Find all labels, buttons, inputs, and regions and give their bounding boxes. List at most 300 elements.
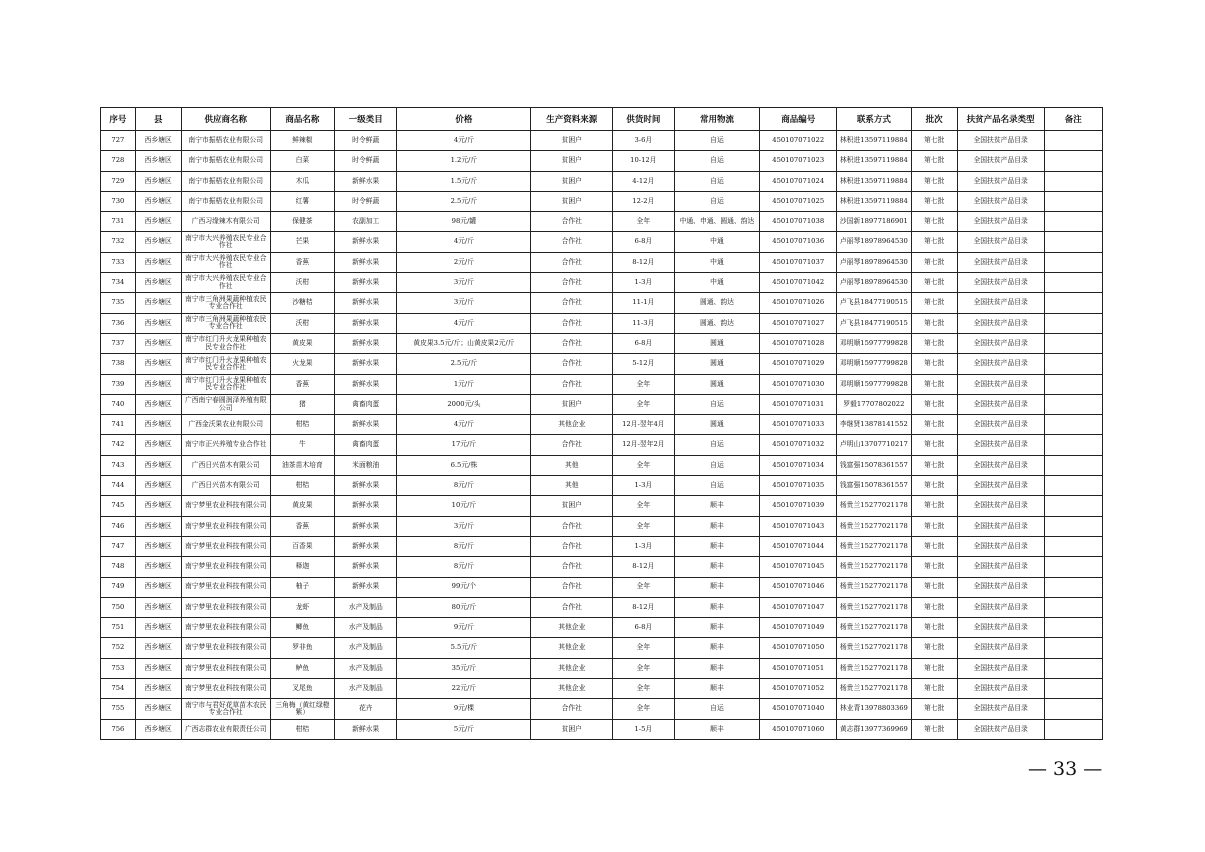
- cell-product-code: 450107071044: [760, 536, 837, 556]
- cell-notes: [1044, 171, 1102, 191]
- cell-category: 水产及制品: [335, 618, 397, 638]
- cell-index: 751: [101, 618, 136, 638]
- cell-supplier: 南宁梦里农业科技有限公司: [181, 496, 270, 516]
- cell-notes: [1044, 191, 1102, 211]
- cell-price: 1元/斤: [397, 374, 531, 394]
- cell-supplier: 南宁梦里农业科技有限公司: [181, 638, 270, 658]
- table-row: [101, 293, 1103, 313]
- cell-category: 新鲜水果: [335, 536, 397, 556]
- cell-batch: 第七批: [911, 333, 957, 353]
- cell-county: 西乡塘区: [135, 415, 181, 435]
- cell-index: 727: [101, 131, 136, 151]
- cell-batch: 第七批: [911, 313, 957, 333]
- cell-price: 5.5元/斤: [397, 638, 531, 658]
- cell-notes: [1044, 232, 1102, 252]
- cell-catalog-type: 全国扶贫产品目录: [957, 455, 1044, 475]
- cell-catalog-type: 全国扶贫产品目录: [957, 252, 1044, 272]
- cell-product: 柚子: [270, 577, 334, 597]
- cell-price: 8元/斤: [397, 476, 531, 496]
- cell-price: 35元/斤: [397, 658, 531, 678]
- cell-supply-time: 8-12月: [613, 557, 674, 577]
- header-product-code: 商品编号: [760, 108, 837, 131]
- cell-logistics: 顺丰: [674, 597, 760, 617]
- cell-county: 西乡塘区: [135, 476, 181, 496]
- cell-notes: [1044, 212, 1102, 232]
- cell-county: 西乡塘区: [135, 496, 181, 516]
- cell-category: 新鲜水果: [335, 516, 397, 536]
- cell-batch: 第七批: [911, 679, 957, 699]
- table-row: [101, 415, 1103, 435]
- cell-product: 龙虾: [270, 597, 334, 617]
- cell-logistics: 顺丰: [674, 679, 760, 699]
- cell-product: 黄皮果: [270, 496, 334, 516]
- cell-category: 禽畜肉蛋: [335, 435, 397, 455]
- cell-logistics: 自运: [674, 191, 760, 211]
- cell-notes: [1044, 496, 1102, 516]
- table-row: [101, 191, 1103, 211]
- cell-category: 花卉: [335, 699, 397, 719]
- cell-county: 西乡塘区: [135, 151, 181, 171]
- cell-batch: 第七批: [911, 455, 957, 475]
- cell-logistics: 圆通: [674, 374, 760, 394]
- cell-category: 新鲜水果: [335, 415, 397, 435]
- cell-category: 农副加工: [335, 212, 397, 232]
- table-row: [101, 252, 1103, 272]
- cell-notes: [1044, 151, 1102, 171]
- cell-source: 合作社: [531, 536, 613, 556]
- cell-contact: 杨贵兰15277021178: [837, 658, 912, 678]
- cell-contact: 卢明山13707710217: [837, 435, 912, 455]
- cell-catalog-type: 全国扶贫产品目录: [957, 415, 1044, 435]
- cell-product: 沙糖桔: [270, 293, 334, 313]
- cell-product-code: 450107071022: [760, 131, 837, 151]
- cell-county: 西乡塘区: [135, 618, 181, 638]
- cell-product-code: 450107071046: [760, 577, 837, 597]
- header-supplier: 供应商名称: [181, 108, 270, 131]
- cell-source: 贫困户: [531, 171, 613, 191]
- cell-product: 鲈鱼: [270, 658, 334, 678]
- cell-county: 西乡塘区: [135, 658, 181, 678]
- cell-batch: 第七批: [911, 394, 957, 414]
- cell-logistics: 自运: [674, 455, 760, 475]
- cell-supply-time: 11-3月: [613, 313, 674, 333]
- cell-catalog-type: 全国扶贫产品目录: [957, 476, 1044, 496]
- table-row: [101, 333, 1103, 353]
- cell-county: 西乡塘区: [135, 516, 181, 536]
- cell-product: 红薯: [270, 191, 334, 211]
- cell-price: 6.5元/株: [397, 455, 531, 475]
- cell-logistics: 自运: [674, 171, 760, 191]
- cell-category: 新鲜水果: [335, 333, 397, 353]
- cell-notes: [1044, 435, 1102, 455]
- cell-category: 新鲜水果: [335, 293, 397, 313]
- cell-source: 其他企业: [531, 638, 613, 658]
- cell-contact: 邓明顺15977799828: [837, 354, 912, 374]
- cell-source: 贫困户: [531, 394, 613, 414]
- cell-county: 西乡塘区: [135, 597, 181, 617]
- cell-price: 10元/斤: [397, 496, 531, 516]
- cell-notes: [1044, 293, 1102, 313]
- cell-county: 西乡塘区: [135, 212, 181, 232]
- cell-price: 2.5元/斤: [397, 354, 531, 374]
- cell-supply-time: 全年: [613, 394, 674, 414]
- cell-product: 释迦: [270, 557, 334, 577]
- cell-source: 合作社: [531, 252, 613, 272]
- cell-county: 西乡塘区: [135, 191, 181, 211]
- cell-contact: 卢飞县18477190515: [837, 293, 912, 313]
- cell-product-code: 450107071024: [760, 171, 837, 191]
- cell-supply-time: 全年: [613, 496, 674, 516]
- cell-notes: [1044, 455, 1102, 475]
- table-row: [101, 435, 1103, 455]
- cell-price: 80元/斤: [397, 597, 531, 617]
- cell-supplier: 南宁梦里农业科技有限公司: [181, 577, 270, 597]
- cell-price: 1.5元/斤: [397, 171, 531, 191]
- cell-product: 柑桔: [270, 476, 334, 496]
- cell-contact: 杨贵兰15277021178: [837, 536, 912, 556]
- cell-contact: 杨贵兰15277021178: [837, 577, 912, 597]
- cell-contact: 杨贵兰15277021178: [837, 679, 912, 699]
- cell-county: 西乡塘区: [135, 374, 181, 394]
- cell-product-code: 450107071037: [760, 252, 837, 272]
- cell-product: 三角梅（黄红绿橙紫）: [270, 699, 334, 719]
- cell-catalog-type: 全国扶贫产品目录: [957, 313, 1044, 333]
- cell-category: 新鲜水果: [335, 313, 397, 333]
- cell-supplier: 南宁市正兴养殖专业合作社: [181, 435, 270, 455]
- cell-notes: [1044, 699, 1102, 719]
- cell-logistics: 自运: [674, 131, 760, 151]
- cell-catalog-type: 全国扶贫产品目录: [957, 557, 1044, 577]
- cell-category: 新鲜水果: [335, 577, 397, 597]
- cell-source: 其他企业: [531, 415, 613, 435]
- cell-supply-time: 5-12月: [613, 354, 674, 374]
- cell-product-code: 450107071023: [760, 151, 837, 171]
- cell-index: 734: [101, 273, 136, 293]
- header-catalog-type: 扶贫产品名录类型: [957, 108, 1044, 131]
- cell-catalog-type: 全国扶贫产品目录: [957, 232, 1044, 252]
- cell-notes: [1044, 516, 1102, 536]
- cell-notes: [1044, 374, 1102, 394]
- cell-county: 西乡塘区: [135, 719, 181, 739]
- cell-supply-time: 1-3月: [613, 536, 674, 556]
- cell-catalog-type: 全国扶贫产品目录: [957, 131, 1044, 151]
- cell-contact: 钱富强15078361557: [837, 455, 912, 475]
- cell-product: 叉尾鱼: [270, 679, 334, 699]
- cell-price: 22元/斤: [397, 679, 531, 699]
- cell-notes: [1044, 536, 1102, 556]
- header-source: 生产资料来源: [531, 108, 613, 131]
- table-row: [101, 151, 1103, 171]
- cell-source: 其他企业: [531, 618, 613, 638]
- cell-source: 贫困户: [531, 151, 613, 171]
- cell-county: 西乡塘区: [135, 699, 181, 719]
- cell-product: 鲜辣椒: [270, 131, 334, 151]
- cell-notes: [1044, 131, 1102, 151]
- cell-notes: [1044, 638, 1102, 658]
- cell-index: 738: [101, 354, 136, 374]
- cell-contact: 卢飞县18477190515: [837, 313, 912, 333]
- cell-supplier: 南宁梦里农业科技有限公司: [181, 557, 270, 577]
- cell-price: 2.5元/斤: [397, 191, 531, 211]
- cell-index: 750: [101, 597, 136, 617]
- cell-county: 西乡塘区: [135, 536, 181, 556]
- cell-notes: [1044, 679, 1102, 699]
- cell-supply-time: 全年: [613, 679, 674, 699]
- cell-price: 4元/斤: [397, 313, 531, 333]
- cell-category: 时令鲜蔬: [335, 191, 397, 211]
- cell-batch: 第七批: [911, 151, 957, 171]
- cell-notes: [1044, 394, 1102, 414]
- cell-county: 西乡塘区: [135, 394, 181, 414]
- cell-batch: 第七批: [911, 496, 957, 516]
- cell-supplier: 南宁梦里农业科技有限公司: [181, 618, 270, 638]
- cell-product-code: 450107071029: [760, 354, 837, 374]
- cell-supply-time: 3-6月: [613, 131, 674, 151]
- cell-logistics: 顺丰: [674, 496, 760, 516]
- cell-logistics: 顺丰: [674, 658, 760, 678]
- cell-product: 芒果: [270, 232, 334, 252]
- cell-source: 贫困户: [531, 131, 613, 151]
- cell-category: 米面粮油: [335, 455, 397, 475]
- cell-product: 沃柑: [270, 313, 334, 333]
- cell-index: 742: [101, 435, 136, 455]
- cell-product: 香蕉: [270, 252, 334, 272]
- cell-price: 3元/斤: [397, 273, 531, 293]
- cell-contact: 杨贵兰15277021178: [837, 496, 912, 516]
- cell-catalog-type: 全国扶贫产品目录: [957, 191, 1044, 211]
- cell-product-code: 450107071052: [760, 679, 837, 699]
- cell-supply-time: 11-1月: [613, 293, 674, 313]
- cell-county: 西乡塘区: [135, 638, 181, 658]
- cell-supplier: 南宁市三角洲果蔬种植农民专业合作社: [181, 313, 270, 333]
- cell-supply-time: 8-12月: [613, 252, 674, 272]
- table-row: [101, 476, 1103, 496]
- cell-index: 749: [101, 577, 136, 597]
- table-row: [101, 354, 1103, 374]
- cell-price: 1.2元/斤: [397, 151, 531, 171]
- cell-category: 新鲜水果: [335, 354, 397, 374]
- cell-county: 西乡塘区: [135, 455, 181, 475]
- table-row: [101, 719, 1103, 739]
- cell-contact: 林业青13978803369: [837, 699, 912, 719]
- cell-category: 新鲜水果: [335, 273, 397, 293]
- cell-product-code: 450107071042: [760, 273, 837, 293]
- header-logistics: 常用物流: [674, 108, 760, 131]
- cell-source: 合作社: [531, 232, 613, 252]
- cell-product-code: 450107071043: [760, 516, 837, 536]
- cell-catalog-type: 全国扶贫产品目录: [957, 171, 1044, 191]
- cell-supply-time: 4-12月: [613, 171, 674, 191]
- cell-batch: 第七批: [911, 516, 957, 536]
- cell-index: 754: [101, 679, 136, 699]
- cell-product-code: 450107071040: [760, 699, 837, 719]
- cell-product: 香蕉: [270, 374, 334, 394]
- cell-index: 745: [101, 496, 136, 516]
- cell-index: 747: [101, 536, 136, 556]
- cell-catalog-type: 全国扶贫产品目录: [957, 394, 1044, 414]
- table-row: [101, 313, 1103, 333]
- cell-index: 743: [101, 455, 136, 475]
- cell-batch: 第七批: [911, 191, 957, 211]
- cell-category: 新鲜水果: [335, 476, 397, 496]
- cell-price: 4元/斤: [397, 415, 531, 435]
- cell-county: 西乡塘区: [135, 293, 181, 313]
- cell-index: 730: [101, 191, 136, 211]
- cell-notes: [1044, 333, 1102, 353]
- cell-product: 白菜: [270, 151, 334, 171]
- cell-source: 合作社: [531, 293, 613, 313]
- cell-county: 西乡塘区: [135, 679, 181, 699]
- cell-catalog-type: 全国扶贫产品目录: [957, 374, 1044, 394]
- cell-logistics: 自运: [674, 151, 760, 171]
- cell-notes: [1044, 313, 1102, 333]
- cell-index: 732: [101, 232, 136, 252]
- table-row: [101, 394, 1103, 414]
- cell-product-code: 450107071033: [760, 415, 837, 435]
- cell-supplier: 广西习缘辣木有限公司: [181, 212, 270, 232]
- cell-product-code: 450107071045: [760, 557, 837, 577]
- cell-contact: 林积进13597119884: [837, 191, 912, 211]
- table-row: [101, 455, 1103, 475]
- cell-supplier: 南宁市大兴养殖农民专业合作社: [181, 232, 270, 252]
- table-row: [101, 536, 1103, 556]
- cell-logistics: 自运: [674, 476, 760, 496]
- cell-contact: 杨贵兰15277021178: [837, 516, 912, 536]
- cell-batch: 第七批: [911, 577, 957, 597]
- cell-product-code: 450107071051: [760, 658, 837, 678]
- cell-index: 756: [101, 719, 136, 739]
- cell-source: 合作社: [531, 374, 613, 394]
- header-price: 价格: [397, 108, 531, 131]
- cell-index: 735: [101, 293, 136, 313]
- table-row: [101, 679, 1103, 699]
- cell-product-code: 450107071038: [760, 212, 837, 232]
- cell-index: 728: [101, 151, 136, 171]
- cell-county: 西乡塘区: [135, 232, 181, 252]
- cell-logistics: 圆通、韵达: [674, 293, 760, 313]
- cell-source: 合作社: [531, 577, 613, 597]
- cell-source: 合作社: [531, 354, 613, 374]
- cell-batch: 第七批: [911, 618, 957, 638]
- cell-source: 合作社: [531, 273, 613, 293]
- table-row: [101, 496, 1103, 516]
- cell-product-code: 450107071032: [760, 435, 837, 455]
- cell-product-code: 450107071039: [760, 496, 837, 516]
- table-row: [101, 171, 1103, 191]
- cell-contact: 林积进13597119884: [837, 131, 912, 151]
- cell-supplier: 南宁市振梧农业有限公司: [181, 171, 270, 191]
- cell-logistics: 圆通、韵达: [674, 313, 760, 333]
- cell-notes: [1044, 577, 1102, 597]
- cell-logistics: 自运: [674, 435, 760, 455]
- cell-notes: [1044, 273, 1102, 293]
- cell-batch: 第七批: [911, 374, 957, 394]
- cell-county: 西乡塘区: [135, 435, 181, 455]
- cell-supply-time: 全年: [613, 455, 674, 475]
- header-county: 县: [135, 108, 181, 131]
- table-body: [101, 131, 1103, 740]
- cell-catalog-type: 全国扶贫产品目录: [957, 536, 1044, 556]
- cell-contact: 李继贤13878141552: [837, 415, 912, 435]
- cell-batch: 第七批: [911, 212, 957, 232]
- cell-supply-time: 全年: [613, 658, 674, 678]
- cell-supplier: 南宁市红门升火龙果种植农民专业合作社: [181, 333, 270, 353]
- cell-catalog-type: 全国扶贫产品目录: [957, 638, 1044, 658]
- cell-county: 西乡塘区: [135, 333, 181, 353]
- cell-index: 746: [101, 516, 136, 536]
- cell-price: 2000元/头: [397, 394, 531, 414]
- cell-batch: 第七批: [911, 719, 957, 739]
- table-header-row: [101, 108, 1103, 131]
- page-number: — 33 —: [1028, 758, 1103, 780]
- cell-notes: [1044, 658, 1102, 678]
- cell-product-code: 450107071036: [760, 232, 837, 252]
- cell-batch: 第七批: [911, 638, 957, 658]
- cell-price: 4元/斤: [397, 131, 531, 151]
- cell-logistics: 自运: [674, 699, 760, 719]
- cell-price: 8元/斤: [397, 536, 531, 556]
- cell-logistics: 圆通: [674, 333, 760, 353]
- cell-notes: [1044, 354, 1102, 374]
- cell-logistics: 顺丰: [674, 516, 760, 536]
- cell-logistics: 自运: [674, 394, 760, 414]
- cell-supply-time: 12-2月: [613, 191, 674, 211]
- cell-source: 其他: [531, 476, 613, 496]
- cell-notes: [1044, 618, 1102, 638]
- cell-price: 黄皮果3.5元/斤；山黄皮果2元/斤: [397, 333, 531, 353]
- cell-batch: 第七批: [911, 435, 957, 455]
- cell-batch: 第七批: [911, 658, 957, 678]
- cell-county: 西乡塘区: [135, 131, 181, 151]
- cell-price: 17元/斤: [397, 435, 531, 455]
- cell-catalog-type: 全国扶贫产品目录: [957, 719, 1044, 739]
- cell-product-code: 450107071025: [760, 191, 837, 211]
- cell-catalog-type: 全国扶贫产品目录: [957, 699, 1044, 719]
- cell-batch: 第七批: [911, 293, 957, 313]
- cell-supply-time: 10-12月: [613, 151, 674, 171]
- cell-index: 748: [101, 557, 136, 577]
- cell-batch: 第七批: [911, 252, 957, 272]
- header-product: 商品名称: [270, 108, 334, 131]
- cell-supply-time: 6-8月: [613, 618, 674, 638]
- cell-product: 百香果: [270, 536, 334, 556]
- cell-supplier: 南宁梦里农业科技有限公司: [181, 658, 270, 678]
- cell-product: 沃柑: [270, 273, 334, 293]
- cell-category: 时令鲜蔬: [335, 151, 397, 171]
- cell-source: 贫困户: [531, 719, 613, 739]
- table-row: [101, 232, 1103, 252]
- cell-index: 755: [101, 699, 136, 719]
- cell-county: 西乡塘区: [135, 252, 181, 272]
- cell-catalog-type: 全国扶贫产品目录: [957, 577, 1044, 597]
- cell-source: 合作社: [531, 597, 613, 617]
- cell-category: 新鲜水果: [335, 557, 397, 577]
- cell-catalog-type: 全国扶贫产品目录: [957, 333, 1044, 353]
- cell-batch: 第七批: [911, 171, 957, 191]
- cell-logistics: 中通: [674, 232, 760, 252]
- cell-product-code: 450107071050: [760, 638, 837, 658]
- table-row: [101, 597, 1103, 617]
- cell-price: 98元/罐: [397, 212, 531, 232]
- table-row: [101, 212, 1103, 232]
- cell-category: 禽畜肉蛋: [335, 394, 397, 414]
- cell-product-code: 450107071030: [760, 374, 837, 394]
- table-row: [101, 618, 1103, 638]
- cell-supplier: 广西志群农业有限责任公司: [181, 719, 270, 739]
- table-row: [101, 699, 1103, 719]
- cell-notes: [1044, 557, 1102, 577]
- cell-product-code: 450107071034: [760, 455, 837, 475]
